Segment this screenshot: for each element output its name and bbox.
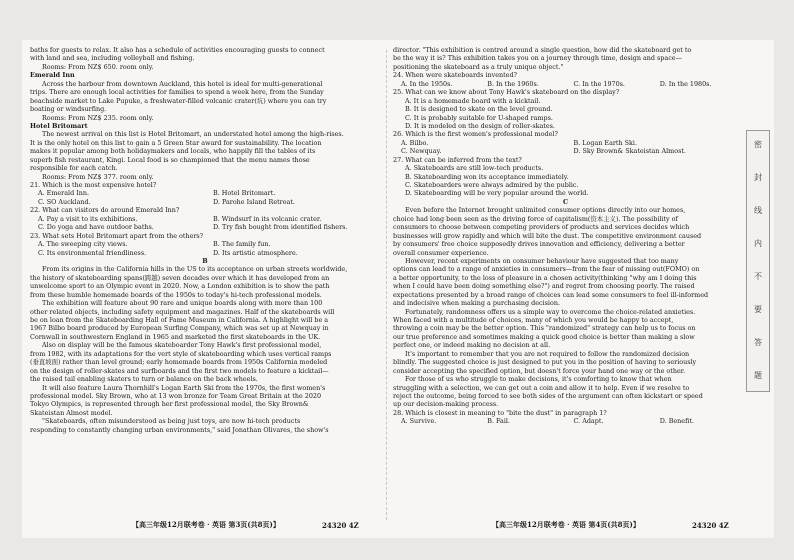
answer-option: C. In the 1970s. [573, 79, 625, 88]
text-line: and indecisive when making a purchasing decision. [393, 299, 560, 308]
text-line: makes it popular among both holidaymakers and locals, who happily fill the tables of its [30, 147, 316, 156]
answer-option: B. Logan Earth Ski. [573, 138, 637, 147]
text-line: when I could have been doing something else?") and regret from choosing poorly. The raised [393, 282, 695, 291]
answer-options [393, 417, 738, 425]
answer-option: D. In the 1980s. [659, 79, 712, 88]
text-line: Rooms: From NZ$ 235. room only. [42, 113, 154, 122]
answer-option: D. Try fish bought from identified fishers. [213, 223, 348, 232]
answer-options [30, 223, 380, 231]
seal-strip-char: 要 [754, 305, 762, 314]
answer-option: A. Pay a visit to its exhibitions. [38, 214, 138, 223]
answer-options [30, 240, 380, 248]
text-line: 28. Which is closest in meaning to "bite the dust" in paragraph 1? [393, 408, 607, 417]
answer-option: A. The sweeping city views. [38, 240, 128, 249]
answer-option: B. The family fun. [213, 240, 271, 249]
text-line: 1967 Bilbo board produced by European Surfing Company, which was set up at Newquay in [30, 324, 329, 333]
text-line: businesses will grow rapidly and which will bite the dust. The competitive environment caused [393, 231, 702, 240]
column-divider [386, 50, 387, 520]
answer-option: C. Newquay. [401, 147, 442, 156]
text-line: options can lead to a range of anxieties in consumers—from the fear of missing out(FOMO) on [393, 265, 700, 274]
text-line: baths for guests to relax. It also has a schedule of activities encouraging guests to connect [30, 46, 325, 54]
footer-right-title: 【高三年级12月联考卷 · 英语 第4页(共8页)】 [492, 520, 640, 529]
text-line: reject the outcome, being forced to see both sides of the argument can often kickstart or speed [393, 391, 703, 400]
text-line: B. It is designed to skate on the level ground. [405, 105, 553, 114]
answer-option: D. Benefit. [659, 417, 694, 426]
answer-option: A. Survive. [401, 417, 437, 426]
text-line: throwing a coin may be the better option. This "randomized" strategy can help us to focus on [393, 324, 696, 333]
answer-options [30, 189, 380, 197]
seal-strip-char: 线 [754, 206, 762, 215]
text-line: choice had long been seen as the driving force of capitalism(资本主义). The possibility of [393, 214, 678, 223]
left-column [30, 46, 380, 434]
text-line: overall consumer experience. [393, 248, 489, 257]
text-line: by consumers' free choice supposedly drives innovation and efficiency, delivering a better [393, 240, 685, 249]
text-line: expectations presented by a broad range of choices can lead some consumers to feel ill-informed [393, 290, 709, 299]
footer-right-code: 24320 4Z [692, 521, 729, 530]
answer-option: C. Its environmental friendliness. [38, 248, 147, 257]
text-line: with land and sea, including volleyball and fishing. [30, 54, 195, 63]
footer-left-title: 【高三年级12月联考卷 · 英语 第3页(共8页)】 [132, 520, 280, 529]
text-line: Rooms: From NZ$ 650. room only. [42, 62, 154, 71]
text-line: beachside market to Lake Pupuke, a freshwater-filled volcanic crater(坑) where you can try [30, 96, 327, 105]
text-line: the history of skateboarding spans(跨越) seven decades over which it has developed from an [30, 273, 330, 282]
seal-strip-char: 不 [754, 272, 762, 281]
footer-left-code: 24320 4Z [322, 521, 359, 530]
text-line: consumers to choose between competing providers of products and services decides which [393, 223, 690, 232]
text-line: from 1982, with its adaptations for the vert style of skateboarding which uses vertical ramps [30, 349, 332, 358]
answer-option: D. Parohe Island Retreat. [213, 197, 295, 206]
text-line: "Skateboards, often misunderstood as being just toys, are now hi-tech products [42, 417, 301, 426]
text-line: director. "This exhibition is centred around a single question, how did the skateboard get to [393, 46, 692, 54]
text-line: trips. There are enough local activities for families to spend a week here, from the Sunday [30, 88, 324, 97]
answer-option: A. In the 1950s. [401, 79, 453, 88]
answer-option: B. Fail. [487, 417, 510, 426]
answer-option: D. Its artistic atmosphere. [213, 248, 298, 257]
text-line: C. It is probably suitable for U-shaped ramps. [405, 113, 553, 122]
text-line: It is the only hotel on this list to gain a 5 Green Star award for sustainability. The location [30, 138, 322, 147]
passage-label: C [562, 197, 569, 206]
passage-label: B [202, 256, 208, 265]
text-line: D. Skateboarding will be very popular around the world. [405, 189, 589, 198]
text-line: the raised tail enabling skaters to turn or balance on the back wheels. [30, 375, 258, 384]
answer-options [30, 215, 380, 223]
text-line: 23. What sets Hotel Britomart apart from the others? [30, 231, 204, 240]
text-line: D. It is modeled on the design of roller-skates. [405, 121, 555, 130]
text-line: Fortunately, randomness offers us a simple way to overcome the choice-related anxieties. [405, 307, 696, 316]
text-line: consider accepting the specified option, but doesn't force your hand one way or the other. [393, 366, 686, 375]
text-line: responding to constantly changing urban environments," said Jonathan Olivares, the show's [30, 425, 329, 434]
seal-strip-char: 内 [754, 239, 762, 248]
text-line: 24. When were skateboards invented? [393, 71, 517, 80]
text-line: up our decision-making process. [393, 400, 499, 409]
text-line: struggling with a selection, we can get out a coin and allow it to help. Even if we resolve to [393, 383, 690, 392]
seal-strip-char: 答 [754, 338, 762, 347]
answer-option: A. Emerald Inn. [38, 189, 90, 198]
answer-option: C. Adapt. [573, 417, 604, 426]
section-heading: Hotel Britomart [30, 121, 88, 130]
section-heading: Emerald Inn [30, 71, 75, 80]
text-line: our true preference and sometimes making a quick good choice is better than making a slow [393, 332, 695, 341]
text-line: 22. What can visitors do around Emerald Inn? [30, 206, 180, 215]
text-line: 25. What can we know about Tony Hawk's skateboard on the display? [393, 88, 620, 97]
text-line: from these humble homemade boards of the 1950s to today's hi-tech professional models. [30, 290, 322, 299]
text-line: blindly. The suggested choice is just designed to put you in the position of having to seriously [393, 358, 697, 367]
text-line: superb fish restaurant, Kingi. Local food is so championed that the menu names those [30, 155, 310, 164]
text-line: a better opportunity, to the loss of pleasure in a chosen activity(thinking "why am I doing this [393, 273, 697, 282]
text-line: However, recent experiments on consumer behaviour have suggested that too many [405, 256, 679, 265]
text-line: unwelcome sport to an Olympic event in 2020. Now, a London exhibition is to show the path [30, 282, 330, 291]
text-line: The exhibition will feature about 90 rare and unique boards along with more than 100 [42, 299, 323, 308]
answer-options [393, 80, 738, 88]
exam-sheet [22, 40, 774, 538]
text-line: When faced with a multitude of choices, many of which you would be happy to accept, [393, 316, 674, 324]
text-line: 21. Which is the most expensive hotel? [30, 181, 157, 189]
answer-option: B. In the 1960s. [487, 79, 539, 88]
text-line: It's important to remember that you are not required to follow the randomized decision [405, 349, 690, 358]
text-line: Tokyo Olympics, is represented through her first professional model, the Sky Brown& [30, 400, 309, 409]
text-line: perfect one, or indeed making no decision at all. [393, 341, 551, 350]
answer-option: D. Sky Brown& Skateistan Almost. [573, 147, 686, 156]
answer-option: B. Windsurf in its volcanic crater. [213, 214, 322, 223]
text-line: other related objects, including safety equipment and magazines. Half of the skateboards will [30, 307, 335, 316]
text-line: From its origins in the California hills in the US to its acceptance on urban streets worldwide, [42, 265, 348, 274]
answer-options [30, 249, 380, 257]
text-line: Skateistan Almost model. [30, 408, 113, 417]
text-line: positioning the skateboard as a truly unique object." [393, 62, 564, 71]
text-line: Even before the Internet brought unlimited consumer options directly into our homes, [405, 206, 686, 215]
text-line: A. Skateboards are still low-tech products. [405, 164, 544, 173]
text-line: responsible for each catch. [30, 164, 118, 173]
text-line: B. Skateboarding won its acceptance immediately. [405, 172, 569, 181]
answer-options [393, 147, 738, 155]
text-line: professional model. Sky Brown, who at 13 won bronze for Team Great Britain at the 2020 [30, 391, 322, 400]
text-line: Rooms: From NZ$ 377. room only. [42, 172, 154, 181]
text-line: boating or windsurfing. [30, 105, 107, 114]
text-line: on the design of roller-skates and surfboards and the first two models to feature a kicktail— [30, 366, 329, 375]
text-line: be on loan from the Skateboarding Hall of Fame Museum in California. A highlight will be a [30, 316, 329, 324]
text-line: It will also feature Laura Thornhill's Logan Earth Ski from the 1970s, the first women's [42, 383, 326, 392]
seal-line-strip [746, 130, 770, 392]
text-line: The newest arrival on this list is Hotel Britomart, an understated hotel among the high-rises. [42, 130, 344, 139]
seal-strip-char: 题 [754, 371, 762, 380]
answer-options [393, 139, 738, 147]
text-line: Cornwall in southwestern England in 1965 and marketed the first skateboards in the UK. [30, 332, 321, 341]
right-column [393, 46, 738, 426]
text-line: Across the harbour from downtown Auckland, this hotel is ideal for multi-generational [42, 79, 323, 88]
text-line: (垂直坡面) rather than level ground; early homemade boards from 1950s California modeled [30, 358, 328, 367]
text-line: C. Skateboarders were always admired by the public. [405, 181, 579, 189]
text-line: For those of us who struggle to make decisions, it's comforting to know that when [405, 375, 672, 384]
text-line: A. It is a homemade board with a kicktail. [405, 96, 541, 105]
text-line: 27. What can be inferred from the text? [393, 155, 522, 164]
text-line: 26. Which is the first women's professional model? [393, 130, 558, 139]
text-line: Also on display will be the famous skateboarder Tony Hawk's first professional model, [42, 341, 322, 350]
seal-strip-char: 密 [754, 140, 762, 149]
answer-options [30, 198, 380, 206]
answer-option: C. SO Auckland. [38, 197, 91, 206]
text-line: be the way it is? This exhibition takes you on a journey through time, design and space— [393, 54, 682, 63]
answer-option: A. Bilbo. [401, 138, 429, 147]
answer-option: C. Do yoga and have outdoor baths. [38, 223, 154, 232]
answer-option: B. Hotel Britomart. [213, 189, 276, 198]
seal-strip-char: 封 [754, 173, 762, 182]
